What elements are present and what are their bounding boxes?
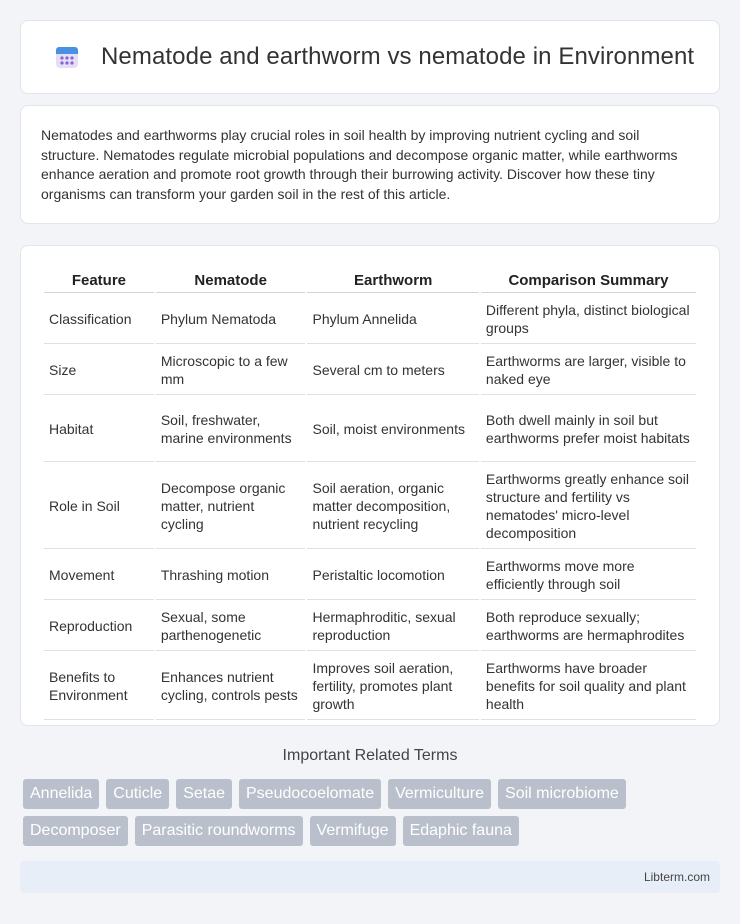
table-row [44, 295, 696, 344]
cell-summary: Both reproduce sexually; earthworms are hermaphrodites [481, 602, 696, 651]
cell-summary: Earthworms are larger, visible to naked eye [481, 346, 696, 395]
comparison-table-card [20, 245, 720, 726]
comparison-table [42, 266, 698, 722]
footer [20, 861, 720, 893]
cell-feature: Movement [44, 551, 154, 600]
cell-nematode: Decompose organic matter, nutrient cycling [156, 464, 306, 549]
cell-summary: Earthworms have broader benefits for soil quality and plant health [481, 653, 696, 720]
cell-nematode: Microscopic to a few mm [156, 346, 306, 395]
calendar-icon [53, 43, 81, 71]
cell-summary: Different phyla, distinct biological groups [481, 295, 696, 344]
related-terms-title: Important Related Terms [282, 747, 458, 764]
cell-earthworm: Improves soil aeration, fertility, promotes plant growth [307, 653, 478, 720]
cell-earthworm: Hermaphroditic, sexual reproduction [307, 602, 478, 651]
tag-pseudocoelomate[interactable]: Pseudocoelomate [239, 779, 381, 809]
table-row [44, 653, 696, 720]
table-row [44, 602, 696, 651]
tag-annelida[interactable]: Annelida [23, 779, 99, 809]
header-nematode: Nematode [156, 268, 306, 293]
table-header-row [44, 268, 696, 293]
tag-setae[interactable]: Setae [176, 779, 232, 809]
header-earthworm: Earthworm [307, 268, 478, 293]
cell-feature: Habitat [44, 397, 154, 462]
cell-feature: Benefits to Environment [44, 653, 154, 720]
footer-site-link[interactable]: Libterm.com [643, 870, 710, 884]
header-feature: Feature [44, 268, 154, 293]
related-terms-tags [23, 779, 723, 846]
table-row [44, 464, 696, 549]
cell-feature: Role in Soil [44, 464, 154, 549]
table-row [44, 551, 696, 600]
cell-nematode: Phylum Nematoda [156, 295, 306, 344]
cell-earthworm: Soil, moist environments [307, 397, 478, 462]
table-row [44, 346, 696, 395]
cell-nematode: Enhances nutrient cycling, controls pests [156, 653, 306, 720]
cell-earthworm: Peristaltic locomotion [307, 551, 478, 600]
cell-nematode: Thrashing motion [156, 551, 306, 600]
page-title: Nematode and earthworm vs nematode in Environment [101, 43, 695, 70]
tag-decomposer[interactable]: Decomposer [23, 816, 128, 846]
intro-paragraph: Nematodes and earthworms play crucial roles in soil health by improving nutrient cycling and soil structure. Nematodes regulate microbial populations and decompose organic matter, while earthworms enhance aeration and promote root growth through their burrowing activity. Discover how these tiny organisms can transform your garden soil in the rest of this article. [41, 127, 678, 202]
intro-card [20, 105, 720, 224]
cell-earthworm: Several cm to meters [307, 346, 478, 395]
cell-summary: Earthworms greatly enhance soil structure and fertility vs nematodes' micro-level decomposition [481, 464, 696, 549]
tag-soil-microbiome[interactable]: Soil microbiome [498, 779, 626, 809]
header-summary: Comparison Summary [481, 268, 696, 293]
cell-nematode: Soil, freshwater, marine environments [156, 397, 306, 462]
tag-cuticle[interactable]: Cuticle [106, 779, 169, 809]
tag-parasitic-roundworms[interactable]: Parasitic roundworms [135, 816, 303, 846]
cell-earthworm: Soil aeration, organic matter decomposition, nutrient recycling [307, 464, 478, 549]
header-card [20, 20, 720, 94]
cell-feature: Size [44, 346, 154, 395]
tag-edaphic-fauna[interactable]: Edaphic fauna [403, 816, 519, 846]
cell-summary: Earthworms move more efficiently through soil [481, 551, 696, 600]
tag-vermifuge[interactable]: Vermifuge [310, 816, 396, 846]
cell-feature: Reproduction [44, 602, 154, 651]
cell-nematode: Sexual, some parthenogenetic [156, 602, 306, 651]
cell-summary: Both dwell mainly in soil but earthworms prefer moist habitats [481, 397, 696, 462]
cell-earthworm: Phylum Annelida [307, 295, 478, 344]
cell-feature: Classification [44, 295, 154, 344]
table-row [44, 397, 696, 462]
tag-vermiculture[interactable]: Vermiculture [388, 779, 491, 809]
